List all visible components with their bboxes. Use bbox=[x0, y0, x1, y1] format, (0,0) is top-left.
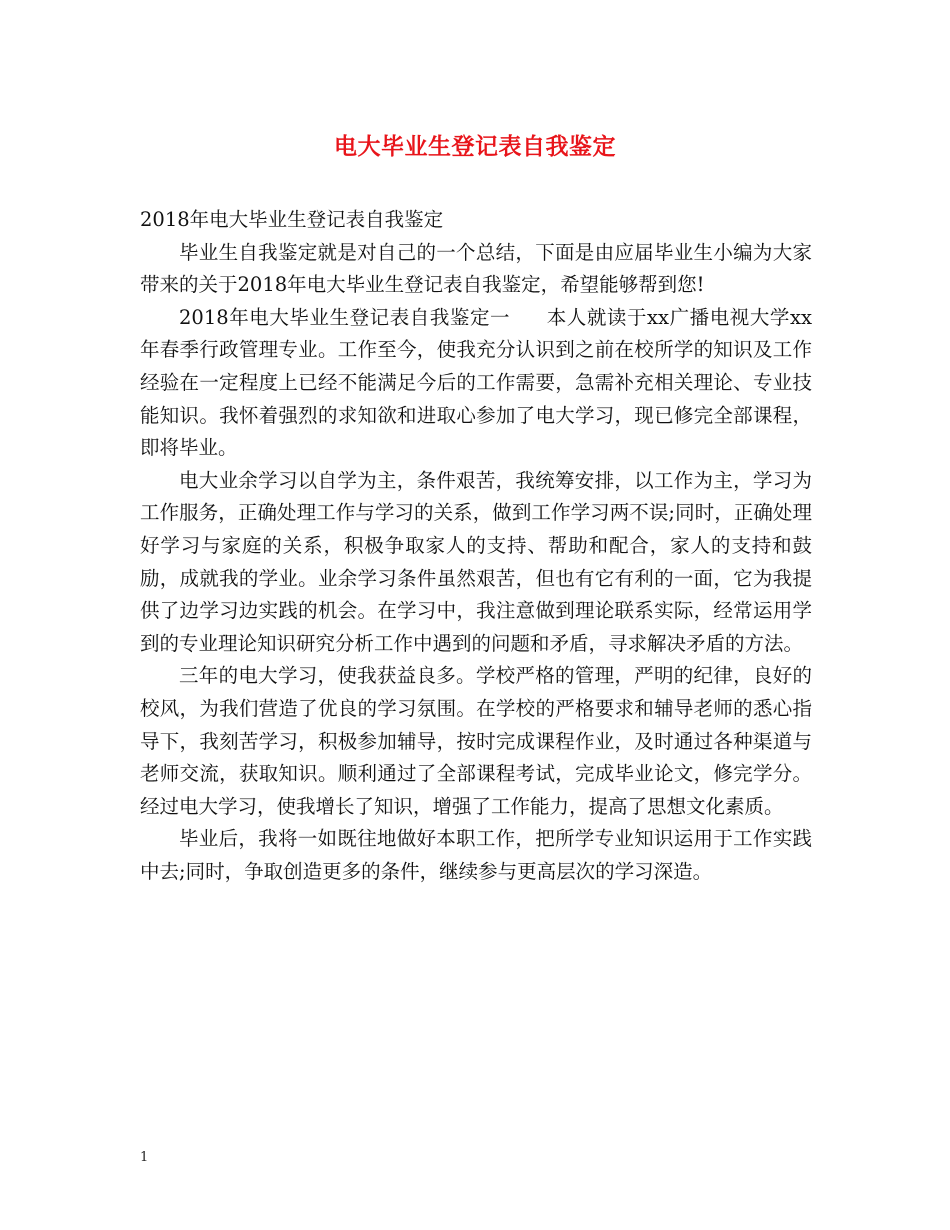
document-subtitle: 2018年电大毕业生登记表自我鉴定 bbox=[140, 208, 444, 231]
gains-paragraph: 三年的电大学习，使我获益良多。学校严格的管理，严明的纪律，良好的校风，为我们营造了优良的学习氛围。在学校的严格要求和辅导老师的悉心指导下，我刻苦学习，积极参加辅导，按时完成课程作业，及时通过各种渠道与老师交流，获取知识。顺利通过了全部课程考试，完成毕业论文，修完学分。经过电大学习，使我增长了知识，增强了工作能力，提高了思想文化素质。 bbox=[140, 664, 812, 818]
section-one-heading: 2018年电大毕业生登记表自我鉴定一 bbox=[179, 305, 511, 329]
document-title: 电大毕业生登记表自我鉴定 bbox=[334, 133, 616, 160]
intro-paragraph: 毕业生自我鉴定就是对自己的一个总结，下面是由应届毕业生小编为大家带来的关于2018年电大毕业生登记表自我鉴定，希望能够帮到您! bbox=[140, 240, 812, 297]
study-paragraph: 电大业余学习以自学为主，条件艰苦，我统筹安排，以工作为主，学习为工作服务，正确处理工作与学习的关系，做到工作学习两不误;同时，正确处理好学习与家庭的关系，积极争取家人的支持、帮助和配合，家人的支持和鼓励，成就我的学业。业余学习条件虽然艰苦，但也有它有利的一面，它为我提供了边学习边实践的机会。在学习中，我注意做到理论联系实际，经常运用学到的专业理论知识研究分析工作中遇到的问题和矛盾，寻求解决矛盾的方法。 bbox=[140, 468, 812, 655]
future-paragraph: 毕业后，我将一如既往地做好本职工作，把所学专业知识运用于工作实践中去;同时，争取创造更多的条件，继续参与更高层次的学习深造。 bbox=[140, 827, 812, 883]
section-one-text: 本人就读于xx广播电视大学xx年春季行政管理专业。工作至今，使我充分认识到之前在校所学的知识及工作经验在一定程度上已经不能满足今后的工作需要，急需补充相关理论、专业技能知识。我怀着强烈的求知欲和进取心参加了电大学习，现已修完全部课程，即将毕业。 bbox=[140, 305, 812, 460]
page-number: 1 bbox=[140, 1150, 149, 1165]
document-body bbox=[140, 204, 812, 888]
section-one-paragraph bbox=[140, 302, 812, 465]
